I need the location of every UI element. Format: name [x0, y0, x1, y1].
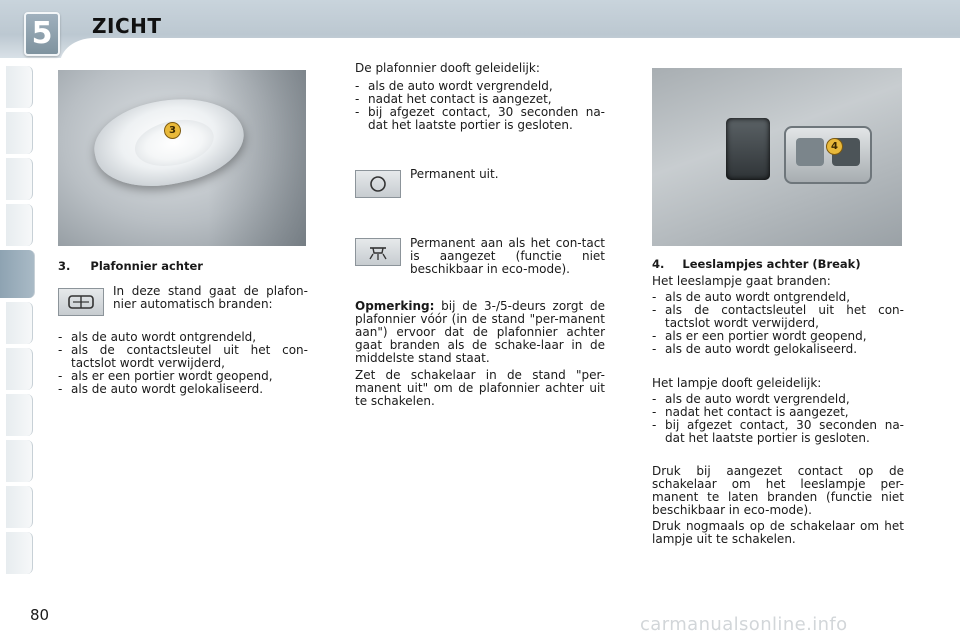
door-lamp-icon	[66, 293, 96, 311]
dim-list	[355, 80, 605, 132]
list-item: - als de auto wordt gelokaliseerd.	[652, 343, 904, 356]
section-4-number: 4.	[652, 257, 665, 271]
side-tab-10[interactable]	[6, 486, 33, 528]
reading-lamp-intro: Het leeslampje gaat branden:	[652, 274, 831, 288]
chapter-side-tabs	[0, 66, 34, 576]
callout-3: 3	[164, 122, 181, 139]
auto-mode-list	[58, 331, 308, 396]
side-tab-4[interactable]	[6, 204, 33, 246]
side-tab-3[interactable]	[6, 158, 33, 200]
list-item: - bij afgezet contact, 30 seconden na-dat het laatste portier is gesloten.	[652, 419, 904, 445]
list-item: - bij afgezet contact, 30 seconden na-dat het laatste portier is gesloten.	[355, 106, 605, 132]
section-4-heading	[652, 258, 861, 271]
page-number: 80	[30, 606, 50, 624]
list-item: - nadat het contact is aangezet,	[652, 406, 904, 419]
rear-ceiling-lamp-photo	[58, 70, 306, 246]
reading-lamp-press-again-text: Druk nogmaals op de schakelaar om het lampje uit te schakelen.	[652, 519, 904, 546]
side-tab-11[interactable]	[6, 532, 33, 574]
note-label: Opmerking:	[355, 299, 435, 313]
panel-slot	[726, 118, 770, 180]
lamp-rays-icon	[363, 242, 393, 262]
reading-lamp-dim-intro: Het lampje dooft geleidelijk:	[652, 376, 822, 390]
list-item: - als de auto wordt vergrendeld,	[355, 80, 605, 93]
side-tab-7[interactable]	[6, 348, 33, 390]
list-item: - als er een portier wordt geopend,	[652, 330, 904, 343]
switch-off-text: Zet de schakelaar in de stand "per-manent uit" om de plafonnier achter uit te schakelen.	[355, 368, 605, 408]
reading-lamp-cell	[796, 138, 824, 166]
note-paragraph	[355, 300, 605, 365]
permanent-off-icon-box	[355, 170, 401, 198]
section-3-heading	[58, 260, 203, 273]
side-tab-2[interactable]	[6, 112, 33, 154]
list-item: - als de contactsleutel uit het con-tactslot wordt verwijderd,	[58, 344, 308, 370]
list-item: - nadat het contact is aangezet,	[355, 93, 605, 106]
list-item: - als de auto wordt vergrendeld,	[652, 393, 904, 406]
permanent-off-text: Permanent uit.	[410, 167, 499, 181]
list-item: - als er een portier wordt geopend,	[58, 370, 308, 383]
list-item: - als de auto wordt ontgrendeld,	[652, 291, 904, 304]
list-item: - als de auto wordt ontgrendeld,	[58, 331, 308, 344]
auto-mode-icon-box	[58, 288, 104, 316]
section-3-number: 3.	[58, 259, 71, 273]
side-tab-5-active[interactable]	[0, 250, 35, 298]
rear-reading-lamp-photo	[652, 68, 902, 246]
section-3-title: Plafonnier achter	[90, 259, 203, 273]
dim-intro: De plafonnier dooft geleidelijk:	[355, 61, 540, 75]
callout-4: 4	[826, 138, 843, 155]
chapter-title: ZICHT	[92, 14, 162, 38]
side-tab-8[interactable]	[6, 394, 33, 436]
reading-lamp-on-list	[652, 291, 904, 356]
list-item: - als de contactsleutel uit het con-tactslot wordt verwijderd,	[652, 304, 904, 330]
permanent-on-text: Permanent aan als het con-tact is aangezet (functie niet beschikbaar in eco-mode).	[410, 236, 605, 276]
side-tab-6[interactable]	[6, 302, 33, 344]
reading-lamp-press-text: Druk bij aangezet contact op de schakelaar om het leeslampje per-manent te laten branden (functie niet beschikbaar in eco-mode).	[652, 464, 904, 517]
watermark: carmanualsonline.info	[640, 614, 848, 635]
side-tab-9[interactable]	[6, 440, 33, 482]
section-4-title: Leeslampjes achter (Break)	[682, 257, 861, 271]
circle-off-icon	[366, 174, 390, 194]
reading-lamp-dim-list	[652, 393, 904, 445]
list-item: - als de auto wordt gelokaliseerd.	[58, 383, 308, 396]
note-text: bij de 3-/5-deurs zorgt de plafonnier vóór (in de stand "per-manent aan") ervoor dat de plafonnier achter gaat branden als de schake-laar in de middelste stand staat.	[355, 299, 605, 365]
chapter-number-badge: 5	[24, 12, 60, 56]
reading-lamp-switch	[784, 126, 872, 184]
auto-mode-text: In deze stand gaat de plafon-nier automatisch branden:	[113, 284, 308, 311]
side-tab-1[interactable]	[6, 66, 33, 108]
permanent-on-icon-box	[355, 238, 401, 266]
